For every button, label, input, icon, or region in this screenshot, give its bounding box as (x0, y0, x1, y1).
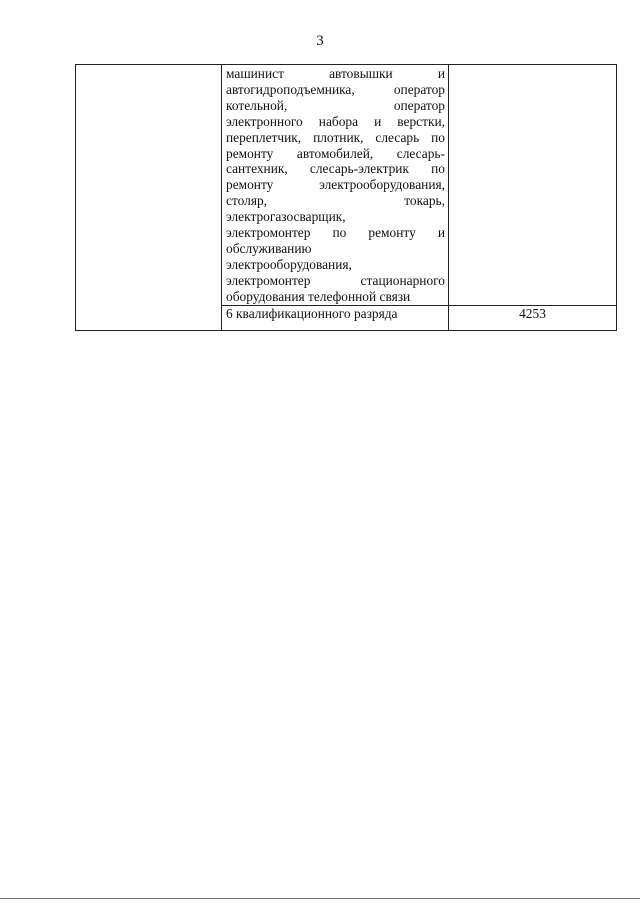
profession-line: электрогазосварщик, (226, 209, 346, 225)
profession-line: сантехник, слесарь-электрик по (226, 161, 445, 177)
profession-line: ремонту электрооборудования, (226, 177, 445, 193)
profession-line: электромонтер по ремонту и (226, 225, 445, 241)
profession-line: котельной, оператор (226, 97, 445, 113)
page-bottom-rule (0, 898, 640, 899)
salary-value-cell: 4253 (449, 305, 617, 330)
profession-line: автогидроподъемника, оператор (226, 81, 445, 97)
profession-line: электронного набора и верстки, (226, 113, 445, 129)
grade-cell: 6 квалификационного разряда (222, 305, 449, 330)
page-number: 3 (316, 33, 324, 49)
salary-cell-empty (449, 65, 617, 306)
profession-line: ремонту автомобилей, слесарь- (226, 145, 445, 161)
salary-table (75, 64, 617, 331)
profession-line: столяр, токарь, (226, 193, 445, 209)
profession-line: машинист автовышки и (226, 66, 445, 81)
profession-line: электрооборудования, (226, 256, 352, 272)
group-cell (76, 65, 222, 331)
profession-line: переплетчик, плотник, слесарь по (226, 129, 445, 145)
professions-cell (222, 65, 449, 306)
profession-line: электромонтер стационарного (226, 272, 445, 288)
table-row (76, 65, 617, 306)
profession-line: обслуживанию (226, 240, 312, 256)
profession-line: оборудования телефонной связи (226, 288, 411, 304)
